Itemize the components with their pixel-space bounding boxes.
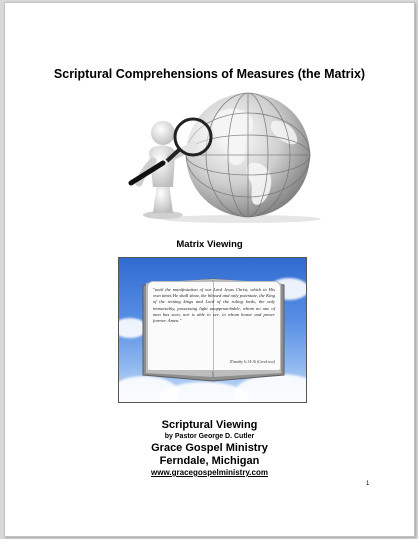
footer-ministry: Grace Gospel Ministry bbox=[151, 442, 268, 454]
footer-author: by Pastor George D. Cutler bbox=[164, 433, 255, 440]
verse-text: "until the manifestation of our Lord Jesus Christ, which in His own times He shall show, the blessed and only potentate, the King of the reining kings and Lord of the ruling lords, the only immortality, possessing light unapproachable, whom no one of men has seen, nor is able to see, to whom honor and power forever. Amen." bbox=[153, 287, 275, 324]
page-number: 1 bbox=[366, 481, 370, 487]
verse-reference: ITimothy 6:14-16 (Greek text) bbox=[229, 360, 275, 364]
footer-title: Scriptural Viewing bbox=[161, 419, 258, 431]
footer-location: Ferndale, Michigan bbox=[159, 455, 260, 467]
scripture-image bbox=[118, 257, 307, 403]
document-title: Scriptural Comprehensions of Measures (the Matrix) bbox=[53, 67, 366, 81]
section-heading: Matrix Viewing bbox=[176, 239, 243, 250]
figure-magnifier-globe-icon bbox=[123, 91, 323, 223]
document-page bbox=[4, 2, 415, 537]
open-book-icon bbox=[139, 277, 288, 383]
footer-website-link[interactable]: www.gracegospelministry.com bbox=[151, 468, 268, 477]
